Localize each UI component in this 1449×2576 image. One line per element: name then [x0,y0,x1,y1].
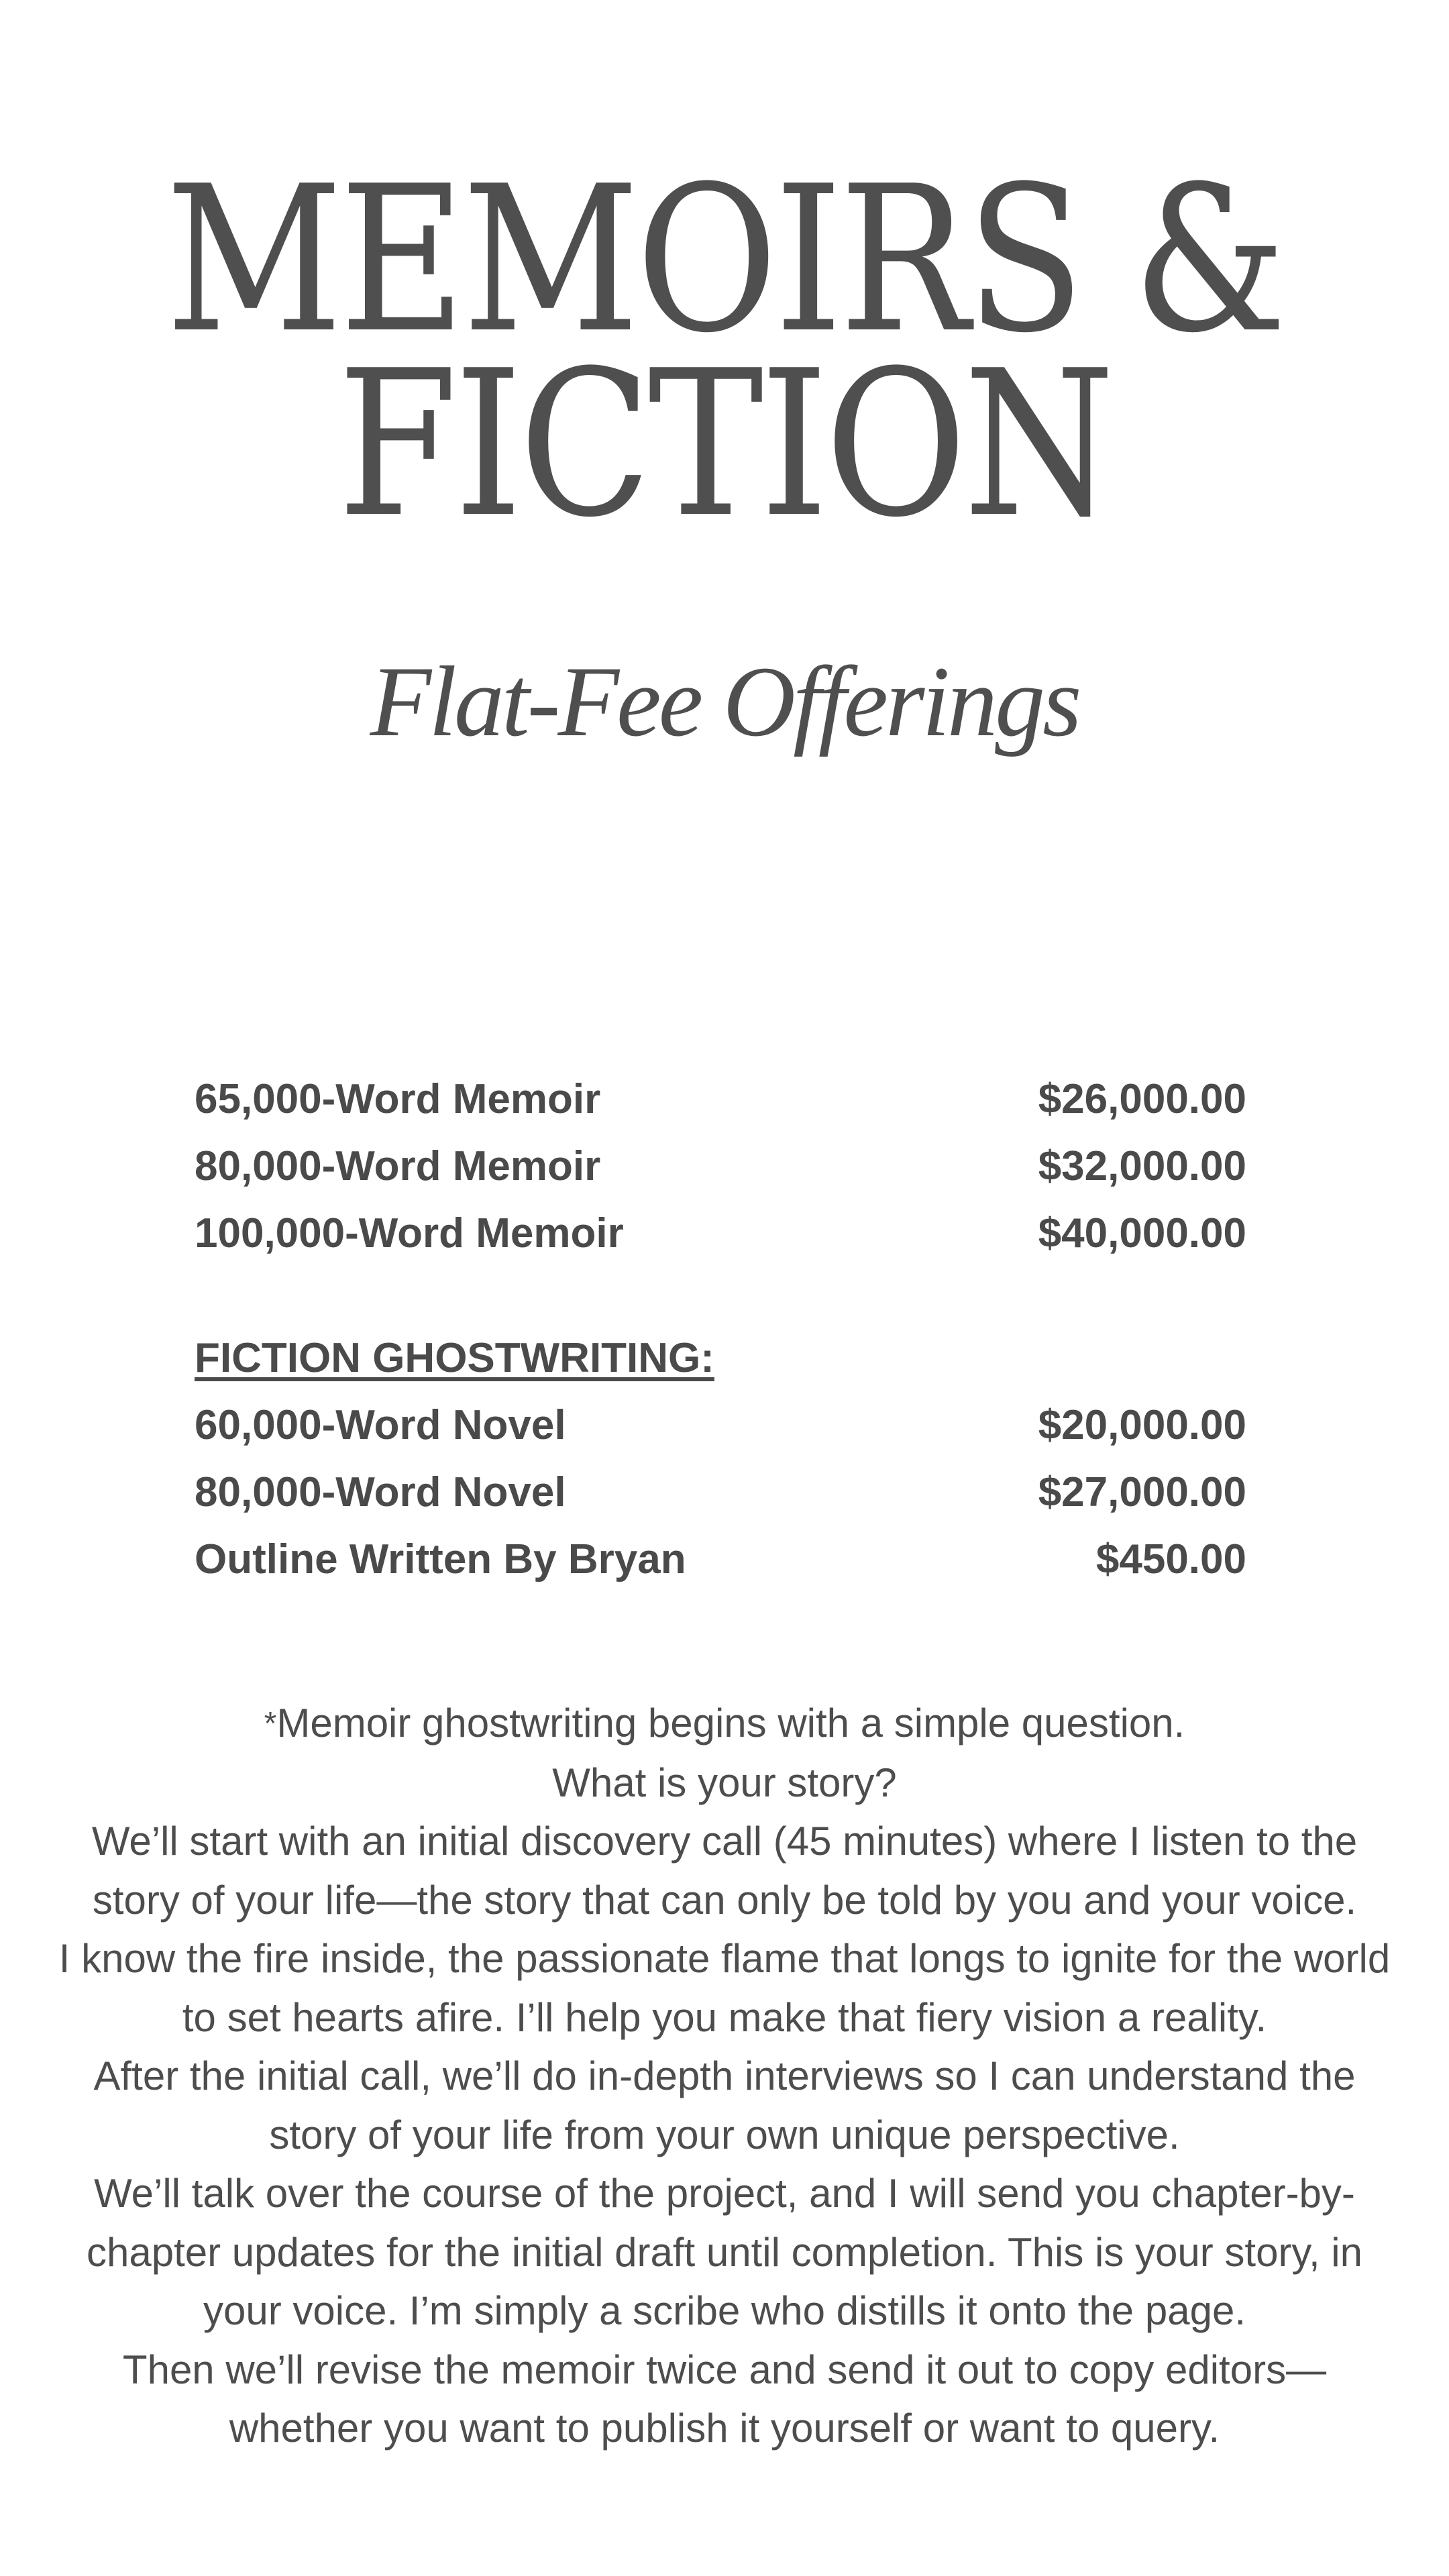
description-line: I know the fire inside, the passionate flame that longs to ignite for the world [58,1936,1391,1981]
price-row-item: 60,000-Word Novel [195,1401,566,1448]
description-line: story of your life from your own unique perspective. [269,2112,1180,2157]
description-line: your voice. I’m simply a scribe who distills it onto the page. [203,2288,1246,2333]
price-row-price: $20,000.00 [1038,1401,1246,1448]
price-row [195,1391,1254,1458]
description-line: We’ll talk over the course of the project, and I will send you chapter-by- [94,2171,1355,2216]
price-row-item: 80,000-Word Memoir [195,1142,601,1189]
subtitle: Flat-Fee Offerings [370,646,1079,757]
description-text [0,1694,1449,2458]
description-line: We’ll start with an initial discovery call (45 minutes) where I listen to the [91,1819,1358,1864]
price-row-price: $40,000.00 [1038,1210,1246,1256]
description-line: Then we’ll revise the memoir twice and send it out to copy editors— [122,2347,1327,2392]
price-row-price: $27,000.00 [1038,1468,1246,1515]
description-line: to set hearts afire. I’ll help you make that fiery vision a reality. [182,1994,1267,2040]
price-row [195,1065,1254,1132]
description-line-text: Memoir ghostwriting begins with a simple question. [276,1701,1185,1746]
pricing-list [195,1065,1254,1593]
price-row [195,1458,1254,1525]
description-line: What is your story? [552,1760,897,1805]
price-row [195,1132,1254,1199]
price-row [195,1199,1254,1267]
price-row-item: Outline Written By Bryan [195,1536,686,1582]
description-line: After the initial call, we’ll do in-depth interviews so I can understand the [93,2053,1356,2098]
page-title [0,143,1449,561]
asterisk-mark: * [264,1706,277,1741]
price-row-price: $32,000.00 [1038,1142,1246,1189]
price-row-price: $26,000.00 [1038,1075,1246,1122]
price-row-price: $450.00 [1095,1536,1246,1582]
price-row-item: 100,000-Word Memoir [195,1210,624,1256]
title-line-2: FICTION [337,327,1112,561]
fiction-heading: FICTION GHOSTWRITING: [195,1334,714,1381]
description-line: chapter updates for the initial draft until completion. This is your story, in [86,2229,1363,2275]
description-line: story of your life—the story that can only be told by you and your voice. [92,1877,1357,1923]
title-line-1: MEMOIRS & [165,143,1284,377]
description-line: whether you want to publish it yourself or want to query. [229,2406,1220,2451]
price-row [195,1525,1254,1593]
description-line [0,1694,1449,1754]
price-row-item: 65,000-Word Memoir [195,1075,601,1122]
price-row-item: 80,000-Word Novel [195,1468,566,1515]
